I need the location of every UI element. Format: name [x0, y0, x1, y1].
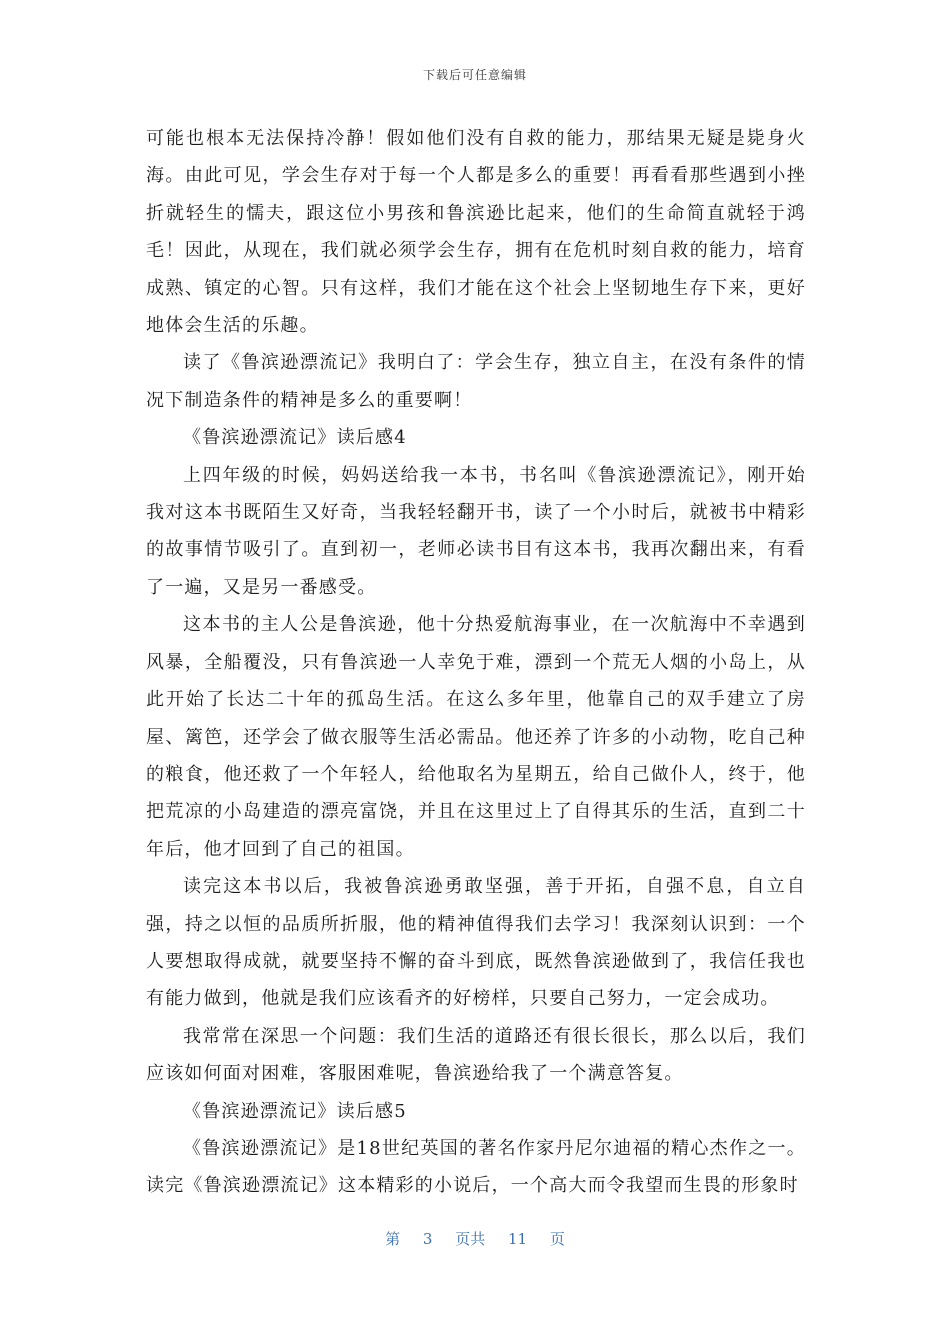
- page-footer: [0, 1228, 950, 1249]
- paragraph: 上四年级的时候，妈妈送给我一本书，书名叫《鲁滨逊漂流记》，刚开始我对这本书既陌生又好奇，当我轻轻翻开书，读了一个小时后，就被书中精彩的故事情节吸引了。直到初一，老师必读书目有这本书，我再次翻出来，有看了一遍，又是另一番感受。: [146, 464, 806, 598]
- page-label: 第: [385, 1230, 401, 1248]
- paragraph: 可能也根本无法保持冷静！假如他们没有自救的能力，那结果无疑是毙身火海。由此可见，学会生存对于每一个人都是多么的重要！再看看那些遇到小挫折就轻生的懦夫，跟这位小男孩和鲁滨逊比起来，他们的生命简直就轻于鸿毛！因此，从现在，我们就必须学会生存，拥有在危机时刻自救的能力，培育成熟、镇定的心智。只有这样，我们才能在这个社会上坚韧地生存下来，更好地体会生活的乐趣。: [146, 128, 806, 337]
- document-body: [146, 120, 806, 1205]
- paragraph: 读完这本书以后，我被鲁滨逊勇敢坚强，善于开拓，自强不息，自立自强，持之以恒的品质所折服，他的精神值得我们去学习！我深刻认识到：一个人要想取得成就，就要坚持不懈的奋斗到底，既然鲁滨逊做到了，我信任我也有能力做到，他就是我们应该看齐的好榜样，只要自己努力，一定会成功。: [146, 876, 806, 1010]
- section-title: 《鲁滨逊漂流记》读后感5: [183, 1100, 407, 1122]
- page-suffix: 页: [549, 1230, 565, 1248]
- page-number: 3: [422, 1230, 433, 1248]
- paragraph: 读了《鲁滨逊漂流记》我明白了：学会生存，独立自主，在没有条件的情况下制造条件的精神是多么的重要啊！: [146, 352, 806, 411]
- section-title: 《鲁滨逊漂流记》读后感4: [183, 427, 407, 449]
- header-note: 下载后可任意编辑: [422, 68, 527, 82]
- paragraph: 我常常在深思一个问题：我们生活的道路还有很长很长，那么以后，我们应该如何面对困难，客服困难呢，鲁滨逊给我了一个满意答复。: [146, 1025, 806, 1085]
- total-pages: 11: [508, 1230, 528, 1248]
- paragraph: 这本书的主人公是鲁滨逊，他十分热爱航海事业，在一次航海中不幸遇到风暴，全船覆没，只有鲁滨逊一人幸免于难，漂到一个荒无人烟的小岛上，从此开始了长达二十年的孤岛生活。在这么多年里，他靠自己的双手建立了房屋、篱笆，还学会了做衣服等生活必需品。他还养了许多的小动物，吃自己种的粮食，他还救了一个年轻人，给他取名为星期五，给自己做仆人，终于，他把荒凉的小岛建造的漂亮富饶，并且在这里过上了自得其乐的生活，直到二十年后，他才回到了自己的祖国。: [146, 614, 806, 860]
- total-label: 页共: [455, 1230, 486, 1248]
- paragraph: 《鲁滨逊漂流记》是18世纪英国的著名作家丹尼尔迪福的精心杰作之一。读完《鲁滨逊漂流记》这本精彩的小说后，一个高大而令我望而生畏的形象时: [146, 1137, 806, 1197]
